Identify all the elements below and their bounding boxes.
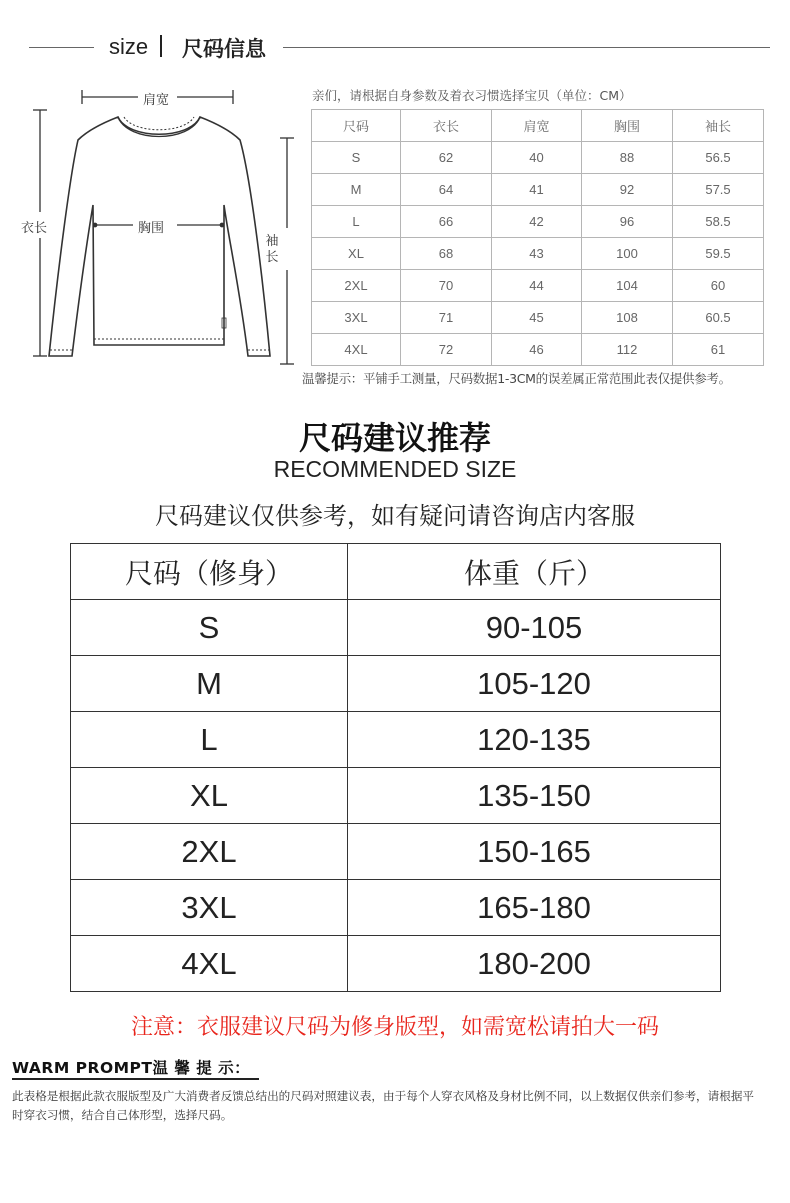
recommend-cell: 105-120 <box>348 656 721 712</box>
spec-cell: L <box>312 206 401 238</box>
recommend-cell: 4XL <box>71 936 348 992</box>
recommend-cell: 135-150 <box>348 768 721 824</box>
recommend-row <box>71 656 721 712</box>
spec-cell: 3XL <box>312 302 401 334</box>
spec-row <box>312 238 764 270</box>
spec-cell: 60 <box>673 270 764 302</box>
spec-cell: 71 <box>401 302 492 334</box>
spec-cell: 64 <box>401 174 492 206</box>
spec-row <box>312 334 764 366</box>
recommend-title: 尺码建议推荐 <box>298 419 491 457</box>
spec-row <box>312 270 764 302</box>
spec-cell: 44 <box>492 270 582 302</box>
spec-cell: 104 <box>582 270 673 302</box>
spec-cell: 衣长 <box>401 110 492 142</box>
spec-cell: 尺码 <box>312 110 401 142</box>
spec-cell: S <box>312 142 401 174</box>
warm-prompt-rule <box>12 1078 259 1080</box>
shoulder-label: 肩宽 <box>143 93 170 108</box>
recommend-desc: 尺码建议仅供参考，如有疑问请咨询店内客服 <box>155 502 635 530</box>
recommend-cell: 120-135 <box>348 712 721 768</box>
length-label: 衣长 <box>21 217 47 236</box>
recommend-header-row <box>71 544 721 600</box>
recommend-cell: L <box>71 712 348 768</box>
spec-cell: 4XL <box>312 334 401 366</box>
recommend-subtitle: RECOMMENDED SIZE <box>273 456 517 482</box>
recommend-row <box>71 880 721 936</box>
spec-cell: 100 <box>582 238 673 270</box>
spec-cell: 61 <box>673 334 764 366</box>
recommend-cell: 180-200 <box>348 936 721 992</box>
spec-cell: 92 <box>582 174 673 206</box>
recommend-notice: 注意：衣服建议尺码为修身版型，如需宽松请拍大一码 <box>130 1015 659 1040</box>
spec-cell: 72 <box>401 334 492 366</box>
shirt-outline <box>49 117 270 356</box>
recommend-cell: 尺码（修身） <box>71 544 348 600</box>
spec-cell: 43 <box>492 238 582 270</box>
spec-cell: 57.5 <box>673 174 764 206</box>
header-size-label: size <box>109 34 149 59</box>
sleeve-label-bottom: 长 <box>265 250 279 265</box>
warm-prompt-title: WARM PROMPT温 馨 提 示： <box>12 1059 251 1077</box>
spec-row <box>312 174 764 206</box>
spec-note: 亲们，请根据自身参数及着衣习惯选择宝贝（单位：CM） <box>312 88 632 103</box>
spec-row <box>312 206 764 238</box>
spec-cell: 袖长 <box>673 110 764 142</box>
spec-cell: 58.5 <box>673 206 764 238</box>
header-right-rule <box>283 47 770 48</box>
spec-cell: 46 <box>492 334 582 366</box>
recommend-cell: 150-165 <box>348 824 721 880</box>
header-title: 尺码信息 <box>182 37 266 61</box>
recommend-cell: 体重（斤） <box>348 544 721 600</box>
spec-cell: 88 <box>582 142 673 174</box>
spec-cell: 40 <box>492 142 582 174</box>
spec-row <box>312 142 764 174</box>
spec-cell: 68 <box>401 238 492 270</box>
spec-cell: 66 <box>401 206 492 238</box>
recommend-table <box>70 543 721 992</box>
spec-cell: 42 <box>492 206 582 238</box>
chest-label: 胸围 <box>138 221 165 236</box>
spec-cell: 112 <box>582 334 673 366</box>
recommend-cell: 165-180 <box>348 880 721 936</box>
recommend-cell: S <box>71 600 348 656</box>
recommend-row <box>71 768 721 824</box>
recommend-row <box>71 824 721 880</box>
spec-cell: 56.5 <box>673 142 764 174</box>
recommend-cell: 3XL <box>71 880 348 936</box>
header-left-rule <box>29 47 94 48</box>
recommend-row <box>71 712 721 768</box>
spec-cell: 肩宽 <box>492 110 582 142</box>
recommend-cell: 90-105 <box>348 600 721 656</box>
recommend-cell: M <box>71 656 348 712</box>
header-separator <box>160 35 162 57</box>
spec-cell: 70 <box>401 270 492 302</box>
spec-cell: XL <box>312 238 401 270</box>
spec-cell: 60.5 <box>673 302 764 334</box>
spec-tip: 温馨提示：平铺手工测量，尺码数据1-3CM的误差属正常范围此表仅提供参考。 <box>302 371 731 386</box>
spec-cell: 108 <box>582 302 673 334</box>
recommend-cell: 2XL <box>71 824 348 880</box>
spec-cell: 41 <box>492 174 582 206</box>
recommend-row <box>71 600 721 656</box>
warm-prompt-text: 此表格是根据此款衣服版型及广大消费者反馈总结出的尺码对照建议表，由于每个人穿衣风格及身材比例不同，以上数据仅供亲们参考，请根据平时穿衣习惯，结合自己体形型，选择尺码。 <box>12 1089 755 1122</box>
recommend-row <box>71 936 721 992</box>
spec-cell: 96 <box>582 206 673 238</box>
spec-row <box>312 302 764 334</box>
spec-cell: 胸围 <box>582 110 673 142</box>
spec-table <box>311 109 764 366</box>
sleeve-label <box>265 234 279 266</box>
spec-cell: 45 <box>492 302 582 334</box>
recommend-cell: XL <box>71 768 348 824</box>
spec-cell: 62 <box>401 142 492 174</box>
spec-cell: 59.5 <box>673 238 764 270</box>
sleeve-label-top: 袖 <box>265 234 279 249</box>
spec-header-row <box>312 110 764 142</box>
spec-cell: 2XL <box>312 270 401 302</box>
spec-cell: M <box>312 174 401 206</box>
